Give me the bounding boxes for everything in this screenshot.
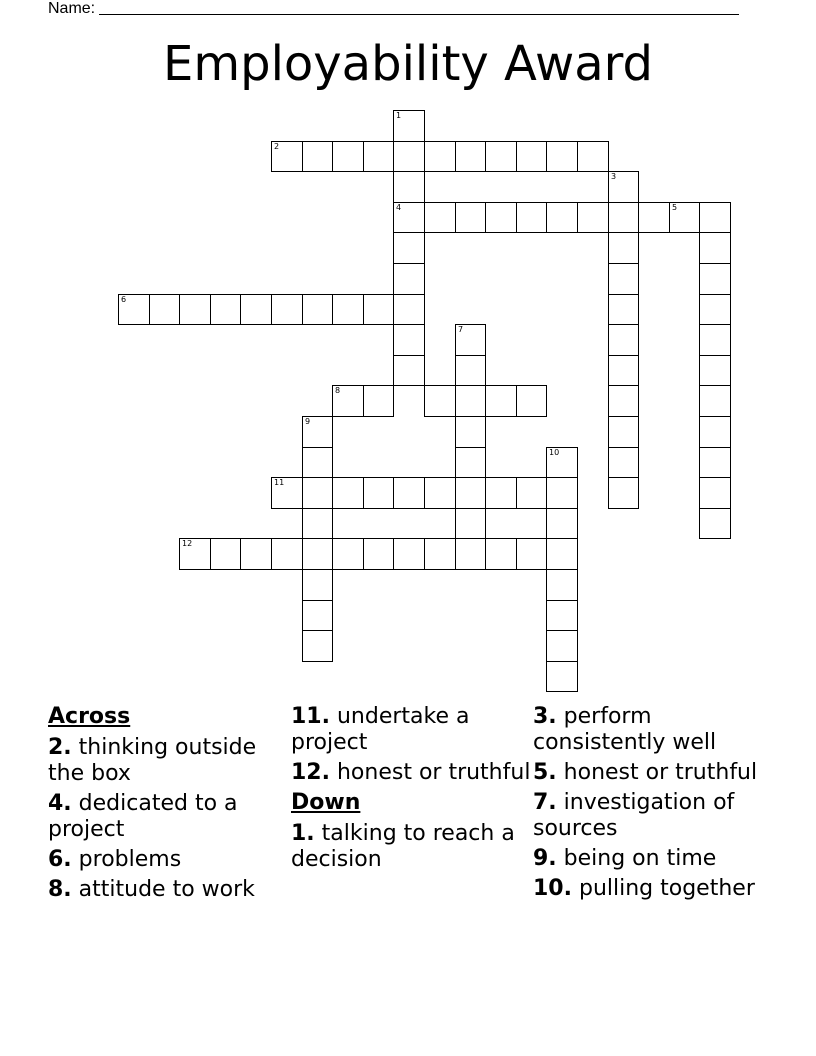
grid-cell[interactable] [302,447,333,478]
clue-number: 1. [291,821,315,846]
grid-cell[interactable] [363,385,394,417]
clue-number-label: 6 [121,295,127,304]
grid-cell[interactable] [699,232,731,264]
down-heading: Down [291,790,361,815]
grid-cell[interactable] [393,202,425,233]
clue-number: 6. [48,847,72,872]
clue-number-label: 11 [274,478,285,487]
grid-cell[interactable] [699,508,731,539]
grid-cell[interactable] [546,661,578,692]
grid-cell[interactable] [302,630,333,662]
grid-cell[interactable] [393,232,425,264]
clue-number: 7. [533,790,557,815]
grid-cell[interactable] [608,477,639,509]
grid-cell[interactable] [485,538,517,570]
grid-cell[interactable] [699,447,731,478]
grid-cell[interactable] [240,538,272,570]
grid-cell[interactable] [516,385,547,417]
grid-cell[interactable] [332,538,364,570]
clue-number: 5. [533,760,557,785]
clue-text: being on time [563,846,717,871]
clue-number: 10. [533,876,572,901]
down-clue-10 [533,876,783,902]
grid-cell[interactable] [455,202,486,233]
clue-number: 8. [48,877,72,902]
down-clue-7 [533,790,783,842]
clue-text: honest or truthful [563,760,758,785]
grid-cell[interactable] [302,508,333,539]
grid-cell[interactable] [271,294,303,325]
grid-cell[interactable] [424,202,456,233]
clue-number-label: 7 [458,325,464,334]
grid-cell[interactable] [393,171,425,203]
grid-cell[interactable] [577,141,609,172]
grid-cell[interactable] [455,416,486,448]
grid-cell[interactable] [546,569,578,601]
grid-cell[interactable] [608,355,639,386]
grid-cell[interactable] [302,416,333,448]
grid-cell[interactable] [485,202,517,233]
grid-cell[interactable] [424,141,456,172]
grid-cell[interactable] [699,294,731,325]
across-clue-2 [48,735,288,787]
grid-cell[interactable] [332,385,364,417]
grid-cell[interactable] [393,538,425,570]
clue-number: 12. [291,760,330,785]
grid-cell[interactable] [669,202,700,233]
grid-cell[interactable] [455,355,486,386]
grid-cell[interactable] [608,324,639,356]
grid-cell[interactable] [546,141,578,172]
grid-cell[interactable] [271,141,303,172]
grid-cell[interactable] [363,477,394,509]
grid-cell[interactable] [546,508,578,539]
grid-cell[interactable] [363,141,394,172]
grid-cell[interactable] [424,477,456,509]
clue-number: 2. [48,735,72,760]
grid-cell[interactable] [546,447,578,478]
clue-number: 9. [533,846,557,871]
grid-cell[interactable] [699,416,731,448]
grid-cell[interactable] [699,263,731,295]
grid-cell[interactable] [546,477,578,509]
grid-cell[interactable] [302,294,333,325]
grid-cell[interactable] [608,232,639,264]
grid-cell[interactable] [699,202,731,233]
down-clue-9 [533,846,783,872]
grid-cell[interactable] [699,477,731,509]
grid-cell[interactable] [424,385,456,417]
grid-cell[interactable] [302,141,333,172]
grid-cell[interactable] [302,477,333,509]
grid-cell[interactable] [608,202,639,233]
clue-number-label: 9 [305,417,311,426]
across-clue-8 [48,877,288,903]
grid-cell[interactable] [485,141,517,172]
grid-cell[interactable] [393,263,425,295]
clue-number-label: 10 [549,448,560,457]
clue-number-label: 2 [274,142,280,151]
grid-cell[interactable] [302,569,333,601]
clue-number: 4. [48,791,72,816]
grid-cell[interactable] [424,538,456,570]
grid-cell[interactable] [455,141,486,172]
grid-cell[interactable] [699,324,731,356]
clue-text: problems [78,847,182,872]
grid-cell[interactable] [516,202,547,233]
clue-text: attitude to work [78,877,255,902]
grid-cell[interactable] [699,355,731,386]
grid-cell[interactable] [455,385,486,417]
grid-cell[interactable] [546,630,578,662]
grid-cell[interactable] [638,202,670,233]
clue-number-label: 3 [611,172,617,181]
grid-cell[interactable] [577,202,609,233]
grid-cell[interactable] [455,477,486,509]
grid-cell[interactable] [546,600,578,631]
grid-cell[interactable] [302,538,333,570]
page-title: Employability Award [163,36,653,92]
grid-cell[interactable] [393,141,425,172]
grid-cell[interactable] [118,294,150,325]
across-heading: Across [48,704,131,729]
clue-column-2 [291,704,531,877]
name-label: Name: [48,0,96,17]
grid-cell[interactable] [393,324,425,356]
across-clue-4 [48,791,288,843]
clue-text: dedicated to a project [48,791,238,842]
down-clue-1 [291,821,531,873]
grid-cell[interactable] [210,538,241,570]
grid-cell[interactable] [608,263,639,295]
grid-cell[interactable] [332,141,364,172]
grid-cell[interactable] [546,538,578,570]
grid-cell[interactable] [332,477,364,509]
grid-cell[interactable] [271,477,303,509]
grid-cell[interactable] [302,600,333,631]
grid-cell[interactable] [271,538,303,570]
grid-cell[interactable] [363,294,394,325]
across-clue-11 [291,704,531,756]
grid-cell[interactable] [608,385,639,417]
clue-number-label: 12 [182,539,193,548]
clue-number-label: 4 [396,203,402,212]
grid-cell[interactable] [332,294,364,325]
grid-cell[interactable] [608,171,639,203]
across-clue-12 [291,760,531,786]
grid-cell[interactable] [393,110,425,142]
grid-cell[interactable] [179,294,211,325]
clue-column-1 [48,704,288,907]
grid-cell[interactable] [240,294,272,325]
grid-cell[interactable] [363,538,394,570]
grid-cell[interactable] [179,538,211,570]
clue-text: perform consistently well [533,704,717,755]
grid-cell[interactable] [485,385,517,417]
clue-column-3 [533,704,783,906]
grid-cell[interactable] [608,416,639,448]
clue-number: 11. [291,704,330,729]
down-clue-3 [533,704,783,756]
clue-text: thinking outside the box [48,735,257,786]
grid-cell[interactable] [516,141,547,172]
clue-text: honest or truthful [336,760,531,785]
grid-cell[interactable] [455,538,486,570]
clue-text: undertake a project [291,704,470,755]
across-clue-6 [48,847,288,873]
grid-cell[interactable] [210,294,241,325]
down-clue-5 [533,760,783,786]
grid-cell[interactable] [546,202,578,233]
grid-cell[interactable] [516,538,547,570]
grid-cell[interactable] [393,294,425,325]
clue-number-label: 5 [672,203,678,212]
grid-cell[interactable] [699,385,731,417]
grid-cell[interactable] [455,508,486,539]
clue-number-label: 8 [335,386,341,395]
grid-cell[interactable] [516,477,547,509]
clue-text: pulling together [578,876,755,901]
clue-text: talking to reach a decision [291,821,515,872]
grid-cell[interactable] [393,355,425,386]
grid-cell[interactable] [485,477,517,509]
grid-cell[interactable] [608,294,639,325]
clue-number-label: 1 [396,111,402,120]
grid-cell[interactable] [608,447,639,478]
clue-text: investigation of sources [533,790,735,841]
clue-number: 3. [533,704,557,729]
grid-cell[interactable] [455,447,486,478]
grid-cell[interactable] [455,324,486,356]
grid-cell[interactable] [393,477,425,509]
grid-cell[interactable] [149,294,180,325]
